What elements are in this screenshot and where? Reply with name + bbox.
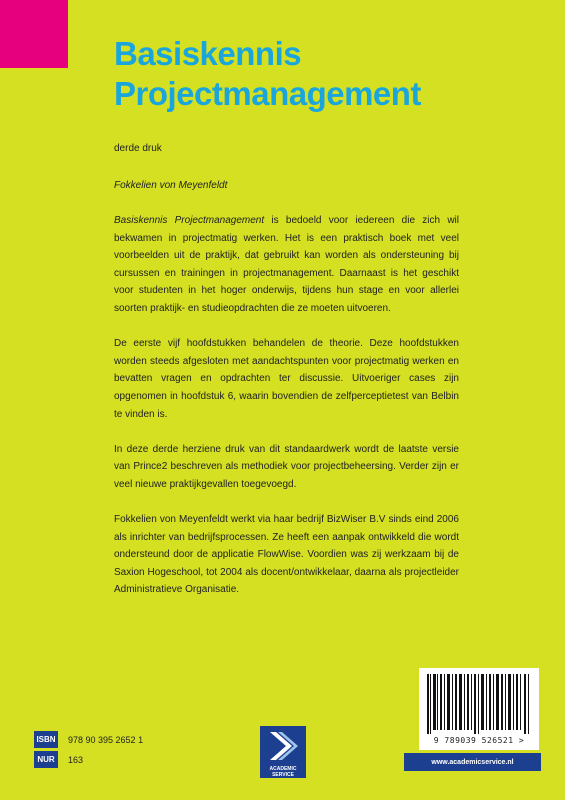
paragraph-1: [114, 212, 459, 318]
book-title-inline: Basiskennis Projectmanagement: [114, 215, 265, 226]
author-name: Fokkelien von Meyenfeldt: [114, 180, 228, 191]
svg-text:ACADEMIC: ACADEMIC: [269, 766, 297, 772]
nur-label: NUR: [34, 751, 58, 768]
book-title: [114, 34, 421, 114]
barcode-bars: [425, 674, 533, 734]
nur-row: [34, 751, 83, 768]
title-line-1: Basiskennis: [114, 35, 302, 72]
isbn-row: [34, 731, 143, 748]
barcode: [419, 668, 539, 750]
svg-text:SERVICE: SERVICE: [272, 772, 294, 778]
publisher-logo: [260, 726, 306, 778]
publisher-url: www.academicservice.nl: [404, 753, 541, 771]
paragraph-1-text: is bedoeld voor iedereen die zich wil bekwamen in projectmatig werken. Het is een praktisch boek met veel voorbeelden uit de praktijk, dat gebruikt kan worden als ondersteuning bij cursussen en trainingen in projectmanagement. Daarnaast is het geschikt voor studenten in het hoger onderwijs, tijdens hun stage en voor allerlei soorten praktijk- en studieopdrachten die ze moeten uitvoeren.: [114, 215, 459, 314]
paragraph-3: In deze derde herziene druk van dit standaardwerk wordt de laatste versie van Prince2 beschreven als methodiek voor projectbeheersing. Verder zijn er veel nieuwe praktijkgevallen toegevoegd.: [114, 443, 459, 490]
isbn-value: 978 90 395 2652 1: [68, 734, 144, 745]
back-cover-text: [114, 212, 459, 617]
paragraph-4: Fokkelien von Meyenfeldt werkt via haar bedrijf BizWiser B.V sinds eind 2006 als inrichter van bedrijfsprocessen. Ze heeft een aanpak ontwikkeld die wordt ondersteund door de applicatie FlowWise. Voordien was zij werkzaam bij de Saxion Hogeschool, tot 2004 als docent/ontwikkelaar, daarna als projectleider Administratieve Organisatie.: [114, 514, 459, 596]
paragraph-2: De eerste vijf hoofdstukken behandelen de theorie. Deze hoofdstukken worden steeds afgesloten met aandachtspunten voor projectmatig werken en bevatten vragen en opdrachten ter discussie. Uitvoeriger cases zijn opgenomen in hoofdstuk 6, waarin bovendien de zelfperceptietest van Belbin te vinden is.: [114, 338, 459, 420]
nur-value: 163: [68, 754, 84, 765]
edition-label: derde druk: [114, 143, 162, 154]
isbn-label: ISBN: [34, 731, 58, 748]
magenta-corner-block: [0, 0, 68, 68]
title-line-2: Projectmanagement: [114, 75, 421, 112]
barcode-number: 9 789039 526521 >: [433, 736, 525, 745]
